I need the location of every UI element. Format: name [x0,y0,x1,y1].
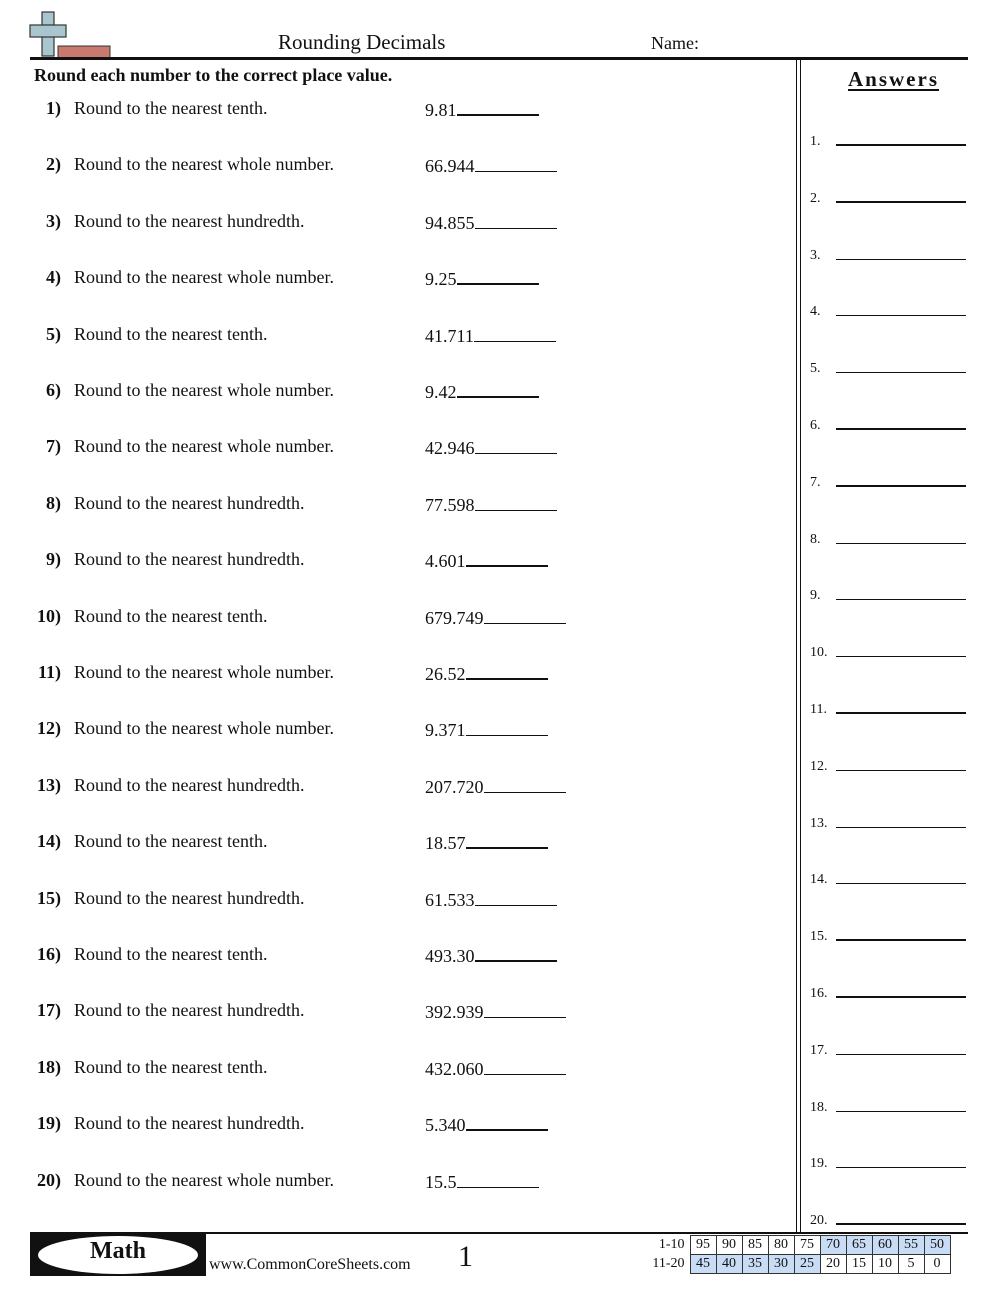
question-text: Round to the nearest hundredth. [74,549,305,570]
answer-key-line[interactable] [836,428,966,430]
score-cell: 15 [846,1255,872,1274]
answer-key-number: 2. [810,190,821,206]
answer-key-row [810,1037,966,1061]
question-text: Round to the nearest hundredth. [74,1113,305,1134]
answer-key-line[interactable] [836,315,966,316]
question-value: 41.711 [425,325,474,346]
answer-blank[interactable] [457,380,539,398]
answer-key-number: 6. [810,418,821,433]
question-value-group [425,267,539,290]
question-row [0,1000,780,1030]
answers-title: Answers [848,67,939,91]
question-value: 493.30 [425,946,475,966]
question-row [0,1113,780,1143]
score-cell: 35 [742,1255,768,1274]
score-cell: 10 [872,1255,898,1274]
score-cell: 75 [794,1236,820,1255]
answer-blank[interactable] [475,888,557,906]
question-value-group [425,154,557,177]
column-divider [796,60,797,1232]
question-value: 77.598 [425,494,475,515]
question-value: 207.720 [425,776,484,797]
answer-key-line[interactable] [836,144,966,146]
answer-key-number: 18. [810,1099,828,1115]
question-value: 61.533 [425,889,475,910]
score-cell: 60 [872,1236,898,1255]
question-number: 8) [46,492,61,513]
answer-key-row [810,1207,966,1231]
question-number: 19) [37,1113,61,1134]
question-value-group [425,380,539,403]
question-text: Round to the nearest whole number. [74,154,334,175]
answer-key-line[interactable] [836,1054,966,1055]
answer-key-row [810,810,966,834]
answer-blank[interactable] [475,211,557,229]
question-number: 18) [37,1056,61,1077]
question-value: 66.944 [425,156,475,177]
score-row [648,1236,950,1255]
answer-blank[interactable] [484,606,566,624]
question-text: Round to the nearest tenth. [74,1056,268,1077]
answer-key-row [810,923,966,947]
answer-key-line[interactable] [836,485,966,487]
answer-blank[interactable] [475,493,557,511]
question-value-group [425,324,556,347]
answer-key-line[interactable] [836,372,966,373]
instructions: Round each number to the correct place value. [34,65,393,85]
question-value: 94.855 [425,212,475,233]
question-value-group [425,549,548,572]
answer-key-line[interactable] [836,1167,966,1168]
answer-blank[interactable] [457,1170,539,1188]
question-number: 4) [46,267,61,288]
score-cell: 25 [794,1255,820,1274]
question-row [0,831,780,861]
question-value: 9.42 [425,382,457,402]
score-cell: 30 [768,1255,794,1274]
answer-blank[interactable] [466,831,548,849]
answer-blank[interactable] [475,154,557,172]
question-number: 20) [37,1169,61,1190]
question-text: Round to the nearest tenth. [74,323,268,344]
question-value: 42.946 [425,438,475,459]
answer-key-line[interactable] [836,543,966,544]
question-value-group [425,1113,548,1136]
answer-key-row [810,866,966,890]
question-value: 15.5 [425,1171,457,1192]
answer-blank[interactable] [466,718,548,736]
header-rule [30,57,968,60]
answer-blank[interactable] [466,549,548,567]
score-cell: 45 [690,1255,716,1274]
question-value-group [425,888,557,911]
question-number: 1) [46,98,61,118]
question-value: 679.749 [425,607,484,628]
question-row [0,154,780,184]
answer-blank[interactable] [457,267,539,285]
question-text: Round to the nearest whole number. [74,267,334,288]
question-row [0,775,780,805]
answer-key-row [810,128,966,152]
brand-label: Math [90,1238,146,1264]
score-cell: 70 [820,1236,846,1255]
question-number: 13) [37,774,61,795]
answer-key-number: 12. [810,758,828,774]
answer-key-number: 11. [810,702,827,717]
answer-blank[interactable] [484,1057,566,1075]
question-number: 5) [46,323,61,344]
answer-key-number: 19. [810,1156,828,1172]
score-cell: 95 [690,1236,716,1255]
answer-blank[interactable] [475,944,557,962]
question-row [0,1170,780,1200]
answer-key-line[interactable] [836,712,966,714]
question-value-group [425,662,548,685]
answer-key-number: 13. [810,815,828,831]
score-row-label: 11-20 [652,1256,685,1271]
question-row [0,1057,780,1087]
answer-blank[interactable] [484,1000,566,1018]
score-cell: 20 [820,1255,846,1274]
question-row [0,493,780,523]
question-value: 4.601 [425,551,466,572]
question-value: 9.25 [425,269,457,290]
question-number: 6) [46,380,61,400]
answer-key-line[interactable] [836,259,966,260]
score-cell: 5 [898,1255,924,1274]
question-number: 2) [46,154,61,175]
answer-key-line[interactable] [836,656,966,657]
question-value: 18.57 [425,833,466,854]
question-value-group [425,1057,566,1080]
answer-key-row [810,526,966,550]
score-cell: 90 [716,1236,742,1255]
question-value-group [425,944,557,967]
question-number: 7) [46,436,61,457]
question-value: 9.81 [425,100,457,120]
answer-blank[interactable] [466,1113,548,1131]
question-value-group [425,493,557,516]
answer-key-line[interactable] [836,770,966,771]
answer-key-line[interactable] [836,827,966,828]
question-row [0,324,780,354]
question-value-group [425,436,557,459]
score-cell: 50 [924,1236,950,1255]
score-row [648,1255,950,1274]
question-value-group [425,718,548,741]
question-text: Round to the nearest hundredth. [74,1000,305,1021]
score-row-label: 1-10 [658,1237,685,1252]
answer-key-number: 4. [810,304,821,320]
question-row [0,267,780,297]
question-value-group [425,775,566,798]
question-number: 11) [37,662,61,682]
answer-key-row [810,753,966,777]
answer-key-number: 9. [810,588,821,604]
answer-key-row [810,412,966,436]
question-text: Round to the nearest whole number. [74,380,334,400]
question-row [0,662,780,692]
question-number: 14) [37,831,61,852]
question-row [0,436,780,466]
question-value-group [425,1170,539,1193]
name-label: Name: [651,33,699,53]
answer-key-number: 10. [810,645,828,661]
question-number: 17) [37,1000,61,1021]
question-row [0,98,780,128]
answer-key-number: 16. [810,986,828,1001]
answer-key-row [810,355,966,379]
question-number: 15) [37,887,61,908]
answer-key-row [810,696,966,720]
question-value: 392.939 [425,1002,484,1023]
score-table [648,1235,951,1274]
question-text: Round to the nearest tenth. [74,944,268,964]
answer-key-number: 17. [810,1042,828,1058]
answer-key-row [810,242,966,266]
answer-key-number: 20. [810,1213,828,1229]
answer-blank[interactable] [484,775,566,793]
answer-key-line[interactable] [836,883,966,884]
answer-key-row [810,469,966,493]
question-row [0,380,780,410]
question-number: 16) [37,944,61,964]
question-row [0,944,780,974]
answer-key-number: 3. [810,247,821,263]
answer-key-number: 5. [810,361,821,377]
worksheet-title: Rounding Decimals [278,30,446,54]
answer-key-line[interactable] [836,939,966,941]
answer-key-row [810,298,966,322]
question-text: Round to the nearest whole number. [74,718,334,739]
question-text: Round to the nearest hundredth. [74,492,305,513]
question-value: 9.371 [425,720,466,741]
answer-blank[interactable] [475,436,557,454]
score-cell: 40 [716,1255,742,1274]
question-number: 9) [46,549,61,570]
question-value: 26.52 [425,664,466,684]
answer-key-row [810,1150,966,1174]
answer-key-line[interactable] [836,1111,966,1112]
question-value-group [425,1000,566,1023]
score-cell: 85 [742,1236,768,1255]
answer-key-number: 15. [810,929,828,945]
answer-key-line[interactable] [836,201,966,203]
question-text: Round to the nearest tenth. [74,831,268,852]
question-text: Round to the nearest whole number. [74,1169,334,1190]
plus-ruler-logo-icon [28,10,112,60]
page-number: 1 [458,1240,473,1273]
question-row [0,888,780,918]
score-cell: 55 [898,1236,924,1255]
question-row [0,549,780,579]
question-text: Round to the nearest whole number. [74,662,334,682]
question-row [0,606,780,636]
question-number: 3) [46,210,61,231]
answer-key-line[interactable] [836,599,966,600]
question-number: 12) [37,718,61,739]
question-text: Round to the nearest hundredth. [74,887,305,908]
question-value-group [425,98,539,121]
answer-key-number: 8. [810,531,821,547]
question-value: 5.340 [425,1115,466,1136]
answer-key-row [810,1094,966,1118]
answer-key-number: 1. [810,134,821,149]
question-number: 10) [37,605,61,626]
site-url: www.CommonCoreSheets.com [209,1256,411,1273]
score-cell: 80 [768,1236,794,1255]
answer-key-line[interactable] [836,1223,966,1225]
answer-blank[interactable] [466,662,548,680]
question-text: Round to the nearest hundredth. [74,774,305,795]
question-row [0,718,780,748]
answer-key-row [810,639,966,663]
question-text: Round to the nearest whole number. [74,436,334,457]
answer-key-number: 14. [810,872,828,888]
question-value-group [425,831,548,854]
question-text: Round to the nearest tenth. [74,98,268,118]
column-divider [800,60,801,1232]
answer-key-row [810,582,966,606]
question-value-group [425,606,566,629]
score-cell: 65 [846,1236,872,1255]
score-cell: 0 [924,1255,950,1274]
answer-key-number: 7. [810,474,821,490]
answer-blank[interactable] [457,98,539,116]
question-text: Round to the nearest hundredth. [74,210,305,231]
answer-key-line[interactable] [836,996,966,998]
question-value: 432.060 [425,1058,484,1079]
answer-blank[interactable] [474,324,556,342]
question-text: Round to the nearest tenth. [74,605,268,626]
answer-key-row [810,980,966,1004]
question-value-group [425,211,557,234]
question-row [0,211,780,241]
answer-key-row [810,185,966,209]
